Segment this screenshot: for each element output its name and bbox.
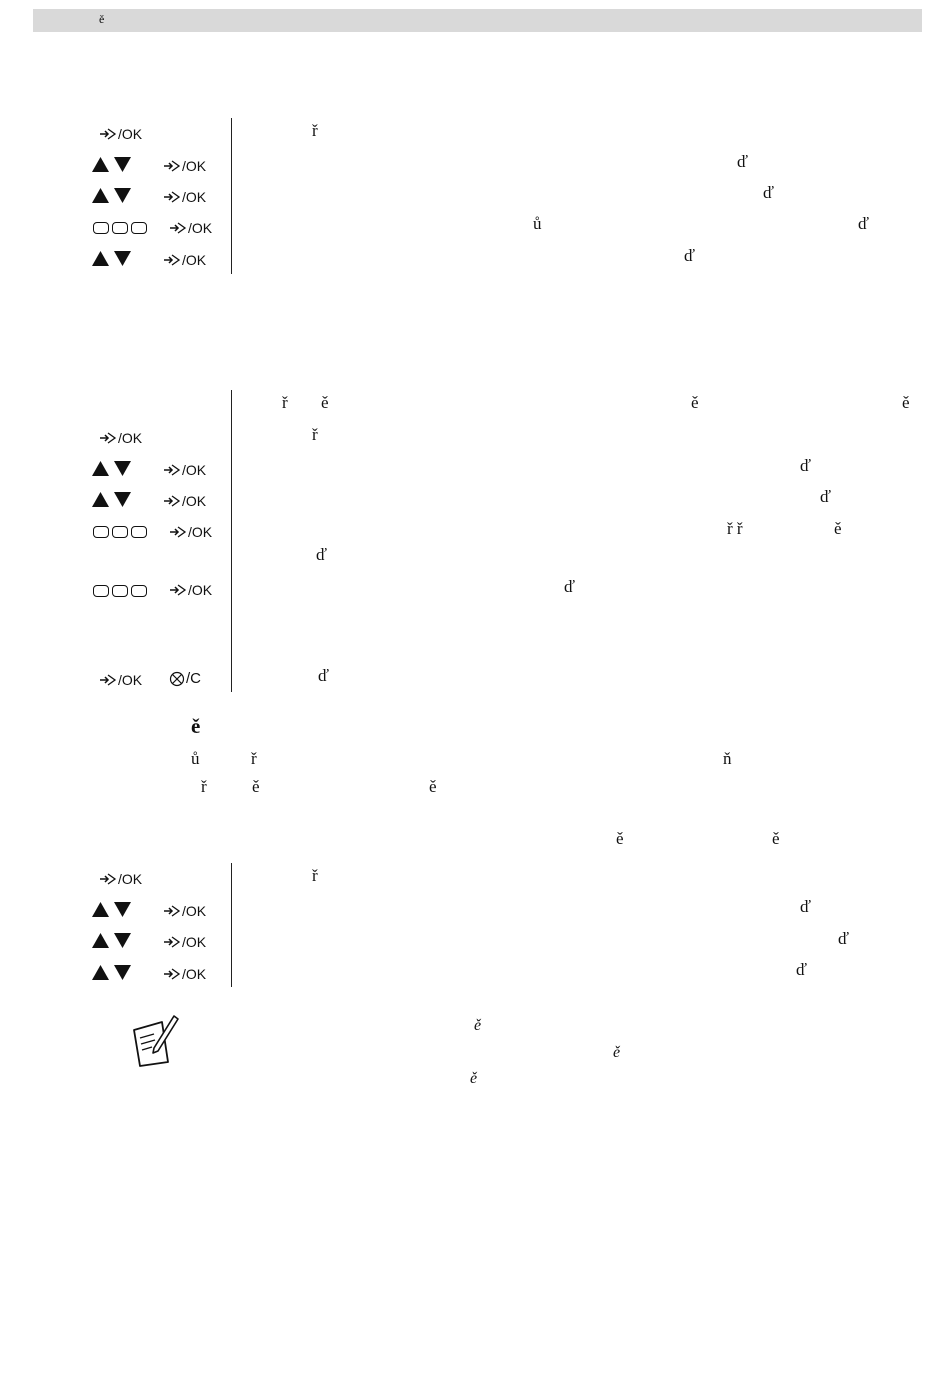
ok-key-label: /OK [182, 903, 207, 919]
section2-glyph: ď [318, 666, 329, 685]
softkeys-icon [93, 526, 147, 538]
section3-glyph: ď [838, 929, 849, 948]
paragraph-glyph: ř [251, 749, 257, 768]
section2-glyph: ř [282, 393, 288, 412]
ok-key-icon [163, 966, 206, 982]
paragraph-glyph: ř [201, 777, 207, 796]
paragraph-glyph: ě [772, 829, 780, 848]
section2-glyph: ě [691, 393, 699, 412]
ok-key-icon [99, 126, 142, 142]
ok-key-label: /OK [188, 524, 213, 540]
section2-glyph: ě [834, 519, 842, 538]
ok-key-label: /OK [188, 220, 213, 236]
ok-key-label: /OK [182, 966, 207, 982]
ok-key-label: /OK [182, 189, 207, 205]
section2-glyph: ď [316, 545, 327, 564]
section1-glyph: ď [737, 152, 748, 171]
header-text: ě [99, 12, 105, 26]
ok-key-icon [99, 672, 142, 688]
ok-key-icon [163, 462, 206, 478]
ok-key-icon [99, 430, 142, 446]
ok-key-label: /OK [118, 126, 143, 142]
ok-key-label: /OK [182, 934, 207, 950]
section1-glyph: ř [312, 121, 318, 140]
section2-glyph: ě [321, 393, 329, 412]
clear-key-icon [169, 670, 201, 687]
arrow-keys-icon [92, 965, 131, 980]
ok-key-label: /OK [188, 582, 213, 598]
softkeys-icon [93, 222, 147, 234]
section2-divider [231, 390, 232, 692]
ok-key-icon [99, 871, 142, 887]
arrow-keys-icon [92, 157, 131, 172]
section2-glyph: ř [312, 425, 318, 444]
arrow-keys-icon [92, 902, 131, 917]
ok-key-label: /OK [182, 252, 207, 268]
paragraph-glyph: ň [723, 749, 732, 768]
paragraph-glyph: ů [191, 749, 200, 768]
arrow-keys-icon [92, 933, 131, 948]
section3-glyph: ď [796, 960, 807, 979]
ok-key-label: /OK [118, 871, 143, 887]
ok-key-label: /OK [182, 158, 207, 174]
ok-key-icon [169, 582, 212, 598]
ok-key-label: /OK [118, 430, 143, 446]
section1-glyph: ď [684, 246, 695, 265]
section3-glyph: ř [312, 866, 318, 885]
section3-divider [231, 863, 232, 987]
section2-glyph: ď [800, 456, 811, 475]
ok-key-icon [163, 252, 206, 268]
clear-key-label: /C [186, 670, 201, 687]
ok-key-label: /OK [182, 493, 207, 509]
ok-key-label: /OK [118, 672, 143, 688]
section1-glyph: ď [763, 183, 774, 202]
section2-glyph: ď [564, 577, 575, 596]
arrow-keys-icon [92, 492, 131, 507]
ok-key-label: /OK [182, 462, 207, 478]
section1-divider [231, 118, 232, 274]
note-glyph: ě [474, 1017, 482, 1034]
section1-glyph: ů [533, 214, 542, 233]
ok-key-icon [163, 903, 206, 919]
ok-key-icon [163, 934, 206, 950]
section1-glyph: ď [858, 214, 869, 233]
paragraph-glyph: ě [252, 777, 260, 796]
note-icon [128, 1012, 182, 1068]
paragraph-heading: ě [191, 714, 201, 738]
section2-glyph: ď [820, 487, 831, 506]
note-glyph: ě [613, 1044, 621, 1061]
header-bar [33, 9, 922, 32]
softkeys-icon [93, 585, 147, 597]
arrow-keys-icon [92, 188, 131, 203]
section2-glyph: ř ř [727, 519, 743, 538]
paragraph-glyph: ě [429, 777, 437, 796]
paragraph-glyph: ě [616, 829, 624, 848]
section3-glyph: ď [800, 897, 811, 916]
ok-key-icon [163, 158, 206, 174]
note-glyph: ě [470, 1070, 478, 1087]
ok-key-icon [163, 189, 206, 205]
section2-glyph: ě [902, 393, 910, 412]
arrow-keys-icon [92, 461, 131, 476]
arrow-keys-icon [92, 251, 131, 266]
ok-key-icon [169, 220, 212, 236]
ok-key-icon [169, 524, 212, 540]
ok-key-icon [163, 493, 206, 509]
